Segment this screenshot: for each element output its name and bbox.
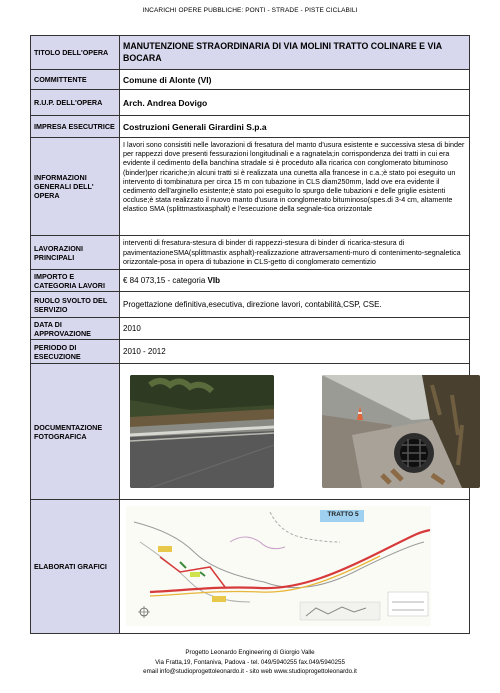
label-lavorazioni: LAVORAZIONI PRINCIPALI [31, 236, 120, 270]
value-lavorazioni: interventi di fresatura-stesura di binder di rappezzi-stesura di binder di ricarica-stesura di pavimentazioneSMA(splittmastix asphalt)-realizzazione attraversamenti-muro di contenimento-segnaletica orizzontale-posa in opera di tubazione in CLS-getto di conglomerato cementizio [123, 238, 461, 266]
pipe-outlet-photo [322, 375, 480, 488]
label-elaborati: ELABORATI GRAFICI [31, 500, 120, 634]
label-data: DATA DI APPROVAZIONE [31, 318, 120, 340]
value-categoria: VIb [207, 275, 220, 285]
value-periodo: 2010 - 2012 [120, 340, 470, 364]
value-committente: Comune di Alonte (VI) [120, 70, 470, 90]
value-rup: Arch. Andrea Dovigo [120, 90, 470, 116]
row-impresa [31, 116, 470, 138]
label-periodo: PERIODO DI ESECUZIONE [31, 340, 120, 364]
footer [0, 648, 500, 677]
page-header: INCARICHI OPERE PUBBLICHE: PONTI - STRADE - PISTE CICLABILI [142, 7, 358, 14]
row-documentazione [31, 364, 470, 500]
value-informazioni: I lavori sono consistiti nelle lavorazioni di fresatura del manto d'usura esistente e successiva stesa di binder per rappezzi dove presenti fessurazioni longitudinali e a ragnatela;in corrispondenza dei tratti in cui era evidente il cedimento della banchina stradale si è proceduto alla ricarica con conglomerato bituminoso (binder)per ricariche;in alcuni tratti si è realizzata una cunetta alla francese in c.a.;è stato poi eseguito un intervento di tombinatura per circa 15 m con tubazione in CLS diam250mm, ladd ove era evidente il cedimento dell'arginello esistente;è stato poi eseguito lo spurgo delle tubazioni e delle griglie esistenti occluse;è stata realizzato il nuovo manto d'usura in conglomerato bituminoso(spes.di 3-4 cm, altamente elastico SMA (splittmastixasphalt) e l'esecuzione della segnale-tica orizzontale [123, 140, 465, 214]
tratto-label: TRATTO 5 [327, 510, 359, 518]
label-informazioni: INFORMAZIONI GENERALI DELL' OPERA [31, 138, 120, 236]
row-informazioni [31, 138, 470, 236]
value-titolo: MANUTENZIONE STRAORDINARIA DI VIA MOLINI TRATTO COLINARE E VIA BOCARA [120, 36, 470, 70]
row-elaborati [31, 500, 470, 634]
row-rup [31, 90, 470, 116]
project-sheet [30, 35, 470, 634]
label-ruolo: RUOLO SVOLTO DEL SERVIZIO [31, 292, 120, 318]
label-impresa: IMPRESA ESECUTRICE [31, 116, 120, 138]
footer-company: Progetto Leonardo Engineering di Giorgio Valle [185, 649, 315, 656]
row-committente [31, 70, 470, 90]
label-rup: R.U.P. DELL'OPERA [31, 90, 120, 116]
row-titolo [31, 36, 470, 70]
site-plan-drawing [120, 502, 469, 632]
row-ruolo [31, 292, 470, 318]
row-data [31, 318, 470, 340]
value-importo: € 84 073,15 - categoria [123, 275, 206, 285]
row-importo [31, 270, 470, 292]
footer-address: Via Fratta,19, Fontaniva, Padova - tel. 049/5940255 fax.049/5940255 [155, 658, 345, 666]
value-impresa: Costruzioni Generali Girardini S.p.a [120, 116, 470, 138]
road-curb-photo [130, 375, 274, 488]
label-documentazione: DOCUMENTAZIONE FOTOGRAFICA [31, 364, 120, 500]
row-lavorazioni [31, 236, 470, 270]
row-periodo [31, 340, 470, 364]
footer-contacts: email info@studioprogettoleonardo.it - sito web www.studioprogettoleonardo.it [143, 668, 357, 675]
label-importo: IMPORTO E CATEGORIA LAVORI [31, 270, 120, 292]
value-data: 2010 [120, 318, 470, 340]
label-committente: COMMITTENTE [31, 70, 120, 90]
value-ruolo: Progettazione definitiva,esecutiva, direzione lavori, contabilità,CSP, CSE. [120, 292, 470, 318]
label-titolo: TITOLO DELL'OPERA [31, 36, 120, 70]
